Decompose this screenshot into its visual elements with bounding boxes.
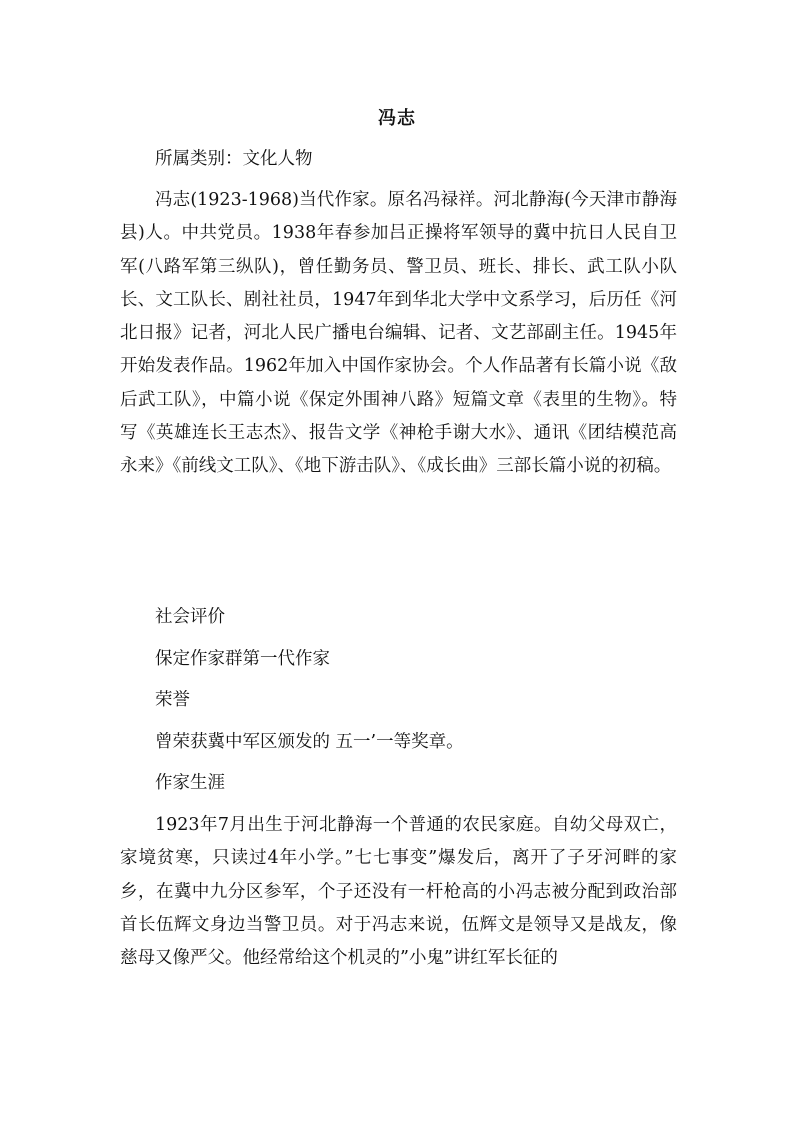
social-text: 保定作家群第一代作家	[155, 649, 330, 669]
bio-paragraph: 冯志(1923-1968)当代作家。原名冯禄祥。河北静海(今天津市静海县)人。中共党员。1938年春参加吕正操将军领导的冀中抗日人民自卫军(八路军第三纵队)，曾任勤务员、警卫员、班长、排长、武工队小队长、文工队长、剧社社员，1947年到华北大学中文系学习，后历任《河北日报》记者，河北人民广播电台编辑、记者、文艺部副主任。1945年开始发表作品。1962年加入中国作家协会。个人作品著有长篇小说《敌后武工队》，中篇小说《保定外围神八路》短篇文章《表里的生物》。特写《英雄连长王志杰》、报告文学《神枪手谢大水》、通讯《团结模范高永来》《前线文工队》、《地下游击队》、《成长曲》三部长篇小说的初稿。	[120, 190, 677, 477]
career-paragraph: 1923年7月出生于河北静海一个普通的农民家庭。自幼父母双亡，家境贫寒，只读过4年小学。”七七事变”爆发后，离开了子牙河畔的家乡，在冀中九分区参军，个子还没有一杆枪高的小冯志被分配到政治部首长伍辉文身边当警卫员。对于冯志来说，伍辉文是领导又是战友，像慈母又像严父。他经常给这个机灵的”小鬼”讲红军长征的	[120, 815, 677, 969]
category-line: 所属类别：文化人物	[155, 149, 313, 169]
social-heading: 社会评价	[155, 607, 225, 627]
document-title: 冯志	[378, 108, 416, 129]
honor-text: 曾荣获冀中军区颁发的 五一’一等奖章。	[155, 732, 464, 752]
career-heading: 作家生涯	[155, 773, 225, 793]
honor-heading: 荣誉	[155, 690, 190, 710]
